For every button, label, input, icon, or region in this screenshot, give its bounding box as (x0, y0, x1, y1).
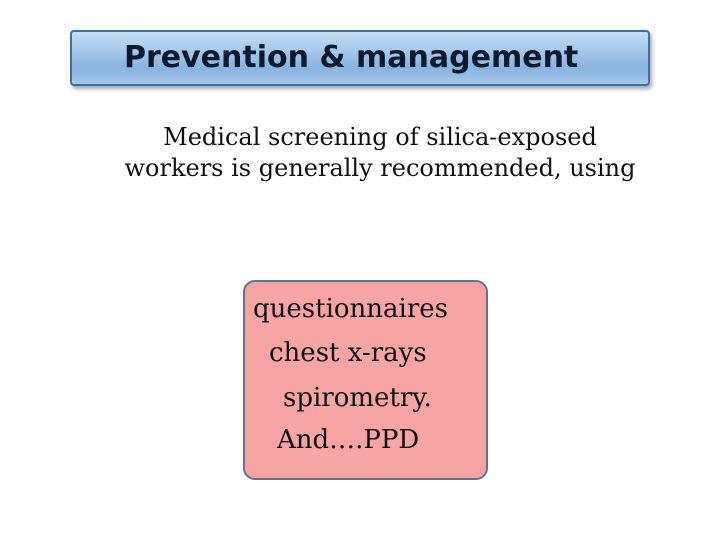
list-item-spirometry: spirometry. (283, 383, 432, 413)
body-paragraph: Medical screening of silica-exposed workers is generally recommended, using (124, 123, 636, 183)
list-item-questionnaires: questionnaires (253, 294, 448, 324)
screening-methods-box (243, 280, 488, 480)
slide-title: Prevention & management (124, 40, 579, 75)
list-item-chest-x-rays: chest x-rays (269, 338, 427, 368)
slide-title-banner (70, 30, 650, 86)
list-item-ppd: And….PPD (277, 425, 420, 455)
